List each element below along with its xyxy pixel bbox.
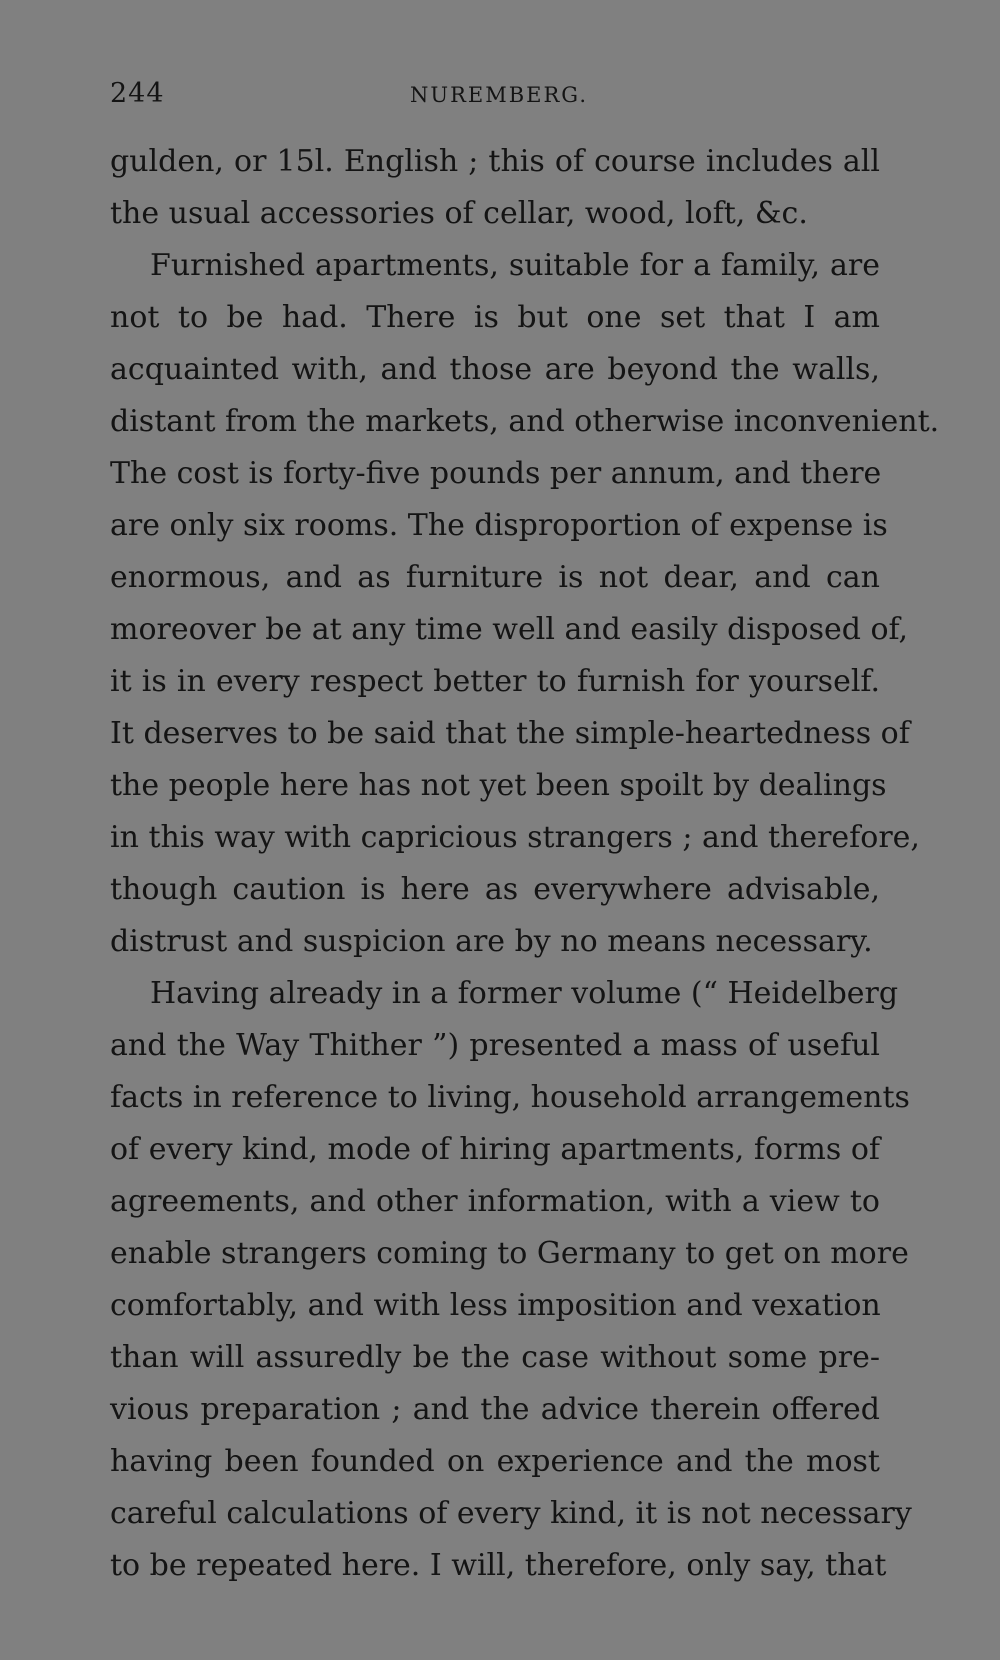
text-line: acquainted with, and those are beyond the walls,	[110, 352, 880, 387]
text-line: in this way with capricious strangers ; and therefore,	[110, 820, 920, 855]
running-title: NUREMBERG.	[410, 83, 588, 107]
paragraph-2	[110, 240, 940, 968]
text-line: distrust and suspicion are by no means necessary.	[110, 924, 873, 959]
body-text	[110, 136, 940, 1592]
text-line: and the Way Thither ”) presented a mass of useful	[110, 1028, 880, 1063]
text-line: moreover be at any time well and easily disposed of,	[110, 612, 909, 647]
text-line: distant from the markets, and otherwise inconvenient.	[110, 404, 940, 439]
text-line: not to be had. There is but one set that I am	[110, 300, 880, 335]
paragraph-1	[110, 136, 880, 240]
text-line: the people here has not yet been spoilt by dealings	[110, 768, 887, 803]
text-line: Having already in a former volume (“ Heidelberg	[150, 976, 899, 1011]
text-line: enormous, and as furniture is not dear, and can	[110, 560, 880, 595]
running-head	[110, 78, 880, 118]
text-line: vious preparation ; and the advice therein offered	[110, 1392, 880, 1427]
text-line: comfortably, and with less imposition and vexation	[110, 1288, 881, 1323]
book-page	[110, 78, 940, 1592]
text-line: having been founded on experience and the most	[110, 1444, 880, 1479]
page-number: 244	[110, 78, 165, 109]
text-line: It deserves to be said that the simple-heartedness of	[110, 716, 910, 751]
text-line: of every kind, mode of hiring apartments, forms of	[110, 1132, 880, 1167]
text-line: Furnished apartments, suitable for a family, are	[150, 248, 880, 283]
text-line: it is in every respect better to furnish for yourself.	[110, 664, 880, 699]
text-line: than will assuredly be the case without some pre-	[110, 1340, 880, 1375]
text-line: though caution is here as everywhere advisable,	[110, 872, 880, 907]
paragraph-3	[110, 968, 912, 1592]
text-line: The cost is forty-five pounds per annum, and there	[110, 456, 882, 491]
text-line: the usual accessories of cellar, wood, loft, &c.	[110, 196, 808, 231]
text-line: are only six rooms. The disproportion of expense is	[110, 508, 888, 543]
text-line: careful calculations of every kind, it is not necessary	[110, 1496, 912, 1531]
text-line: facts in reference to living, household arrangements	[110, 1080, 910, 1115]
text-line: gulden, or 15l. English ; this of course includes all	[110, 144, 880, 179]
text-line: to be repeated here. I will, therefore, only say, that	[110, 1548, 887, 1583]
text-line: enable strangers coming to Germany to get on more	[110, 1236, 909, 1271]
text-line: agreements, and other information, with a view to	[110, 1184, 880, 1219]
